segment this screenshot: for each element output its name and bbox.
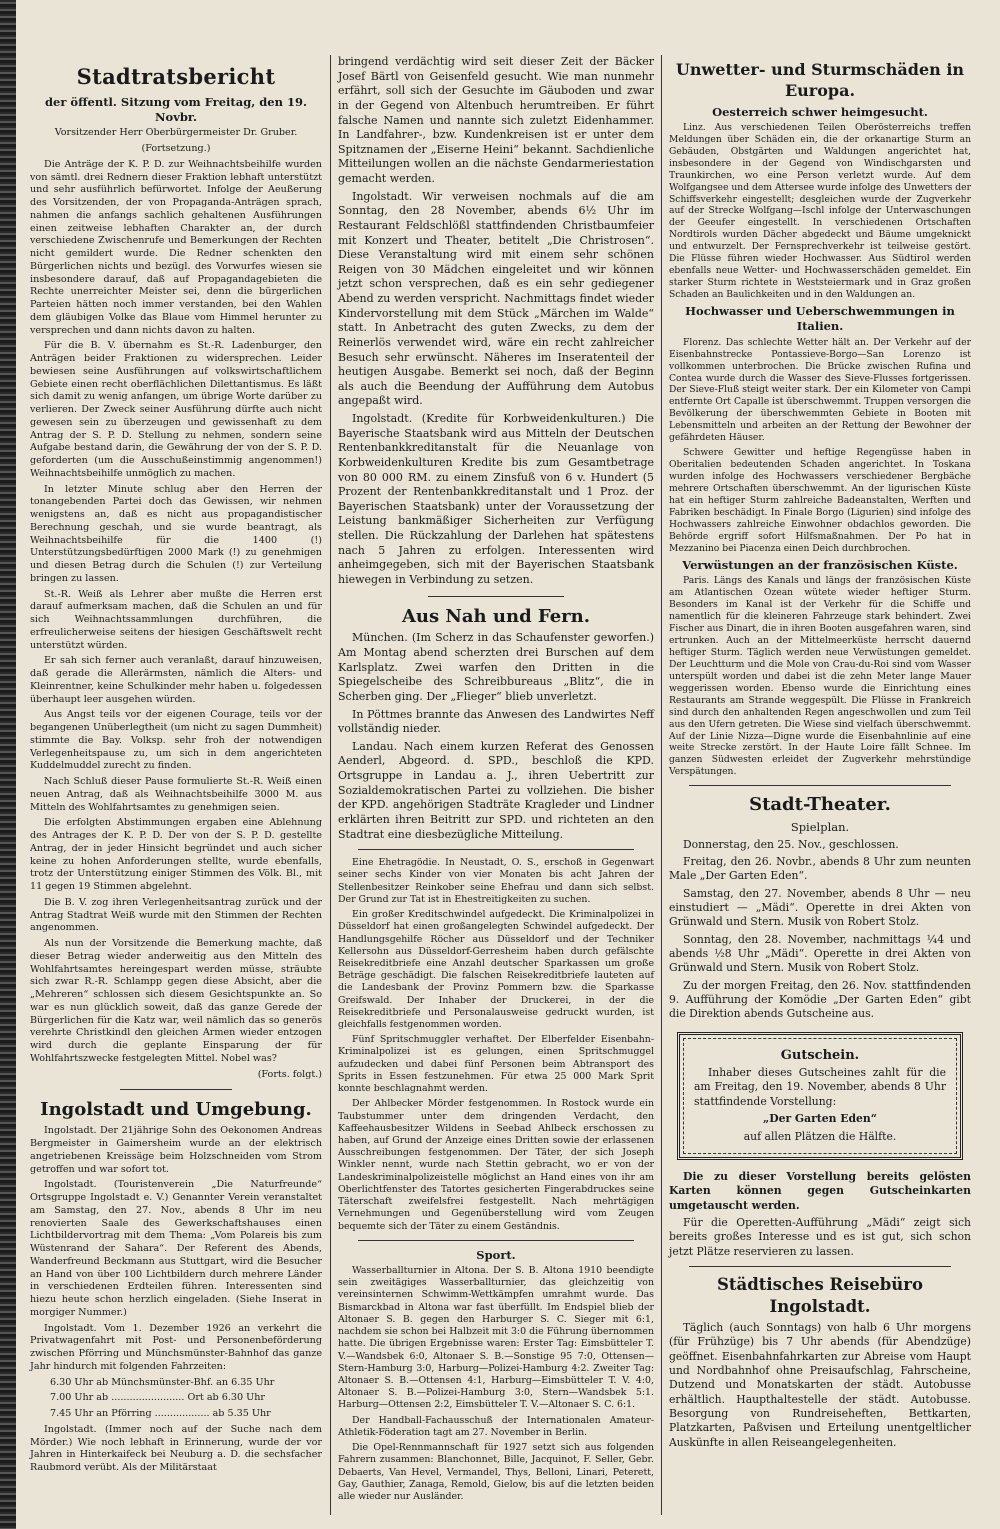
news-item: Eine Ehetragödie. In Neustadt, O. S., erschoß in Gegenwart seiner sechs Kinder von vier Monaten bis acht Jahren der Stellenbesitzer Reinkober seine Ehefrau und dann sich selbst. Der Grund zur Tat ist in Ehestreitigkeiten zu suchen. [338,857,654,905]
continued-note: (Forts. folgt.) [257,1068,322,1080]
headline-reisebuero: Städtisches Reisebüro Ingolstadt. [716,1275,924,1317]
sport-item: Die Opel-Rennmannschaft für 1927 setzt sich aus folgenden Fahrern zusammen: Blanchonnet, Bille, Jacquinot, F. Seller, Gebr. Debaerts, Van Hevel, Vermandel, Thys, Belloni, Linari, Peterett, Gay, Gauthier, Zanaga, Remold, Gielow, bis auf die letzten beiden alle wieder nur Ausländer. [338,1442,654,1502]
gutschein-discount: auf allen Plätzen die Hälfte. [743,1129,897,1143]
news-item: Der Ahlbecker Mörder festgenommen. In Rostock wurde ein Taubstummer unter dem dringenden Verdacht, den Kaffeehausbesitzer Wildens in Seebad Ahlbeck erschossen zu haben, auf Grund der Anzeige eines Dritten sowie der erlassenen Ausschreibungen festgenommen. Der Täter, der sich Joseph Winkler nennt, wurde nach Stettin gebracht, wo er von der Landeskriminalpolizeistelle möglichst an Hand eines von ihr am Oberlichtfenster des Tatortes gesicherten Fingerabdruckes seine Täterschaft zweifelsfrei festgestellt. Nach mehrtägigen Vernehmungen und Gegenüberstellung wird vom Zeugen bequemte sich der Täter zu einem Geständnis. [338,1098,654,1232]
section-divider [689,785,951,786]
theater-notice: Die zu dieser Vorstellung bereits gelösten Karten können gegen Gutscheinkarten umgetauscht werden. [669,1169,971,1212]
gutschein-inner [683,1038,957,1154]
news-item: In Pöttmes brannte das Anwesen des Landwirtes Neff vollständig nieder. [338,707,654,736]
article-paragraph: Ingolstadt. (Kredite für Korbweidenkulturen.) Die Bayerische Staatsbank wird aus Mitteln der Deutschen Rentenbankkreditanstalt für die Neuanlage von Korbweidenkulturen Kredite bis zum Gesamtbetrage von 80 000 RM. zu einem Zinsfuß von 6 v. Hundert (5 Prozent der Rentenbankkreditanstalt und 1 Proz. der Bayerischen Staatsbank) unter der Voraussetzung der Leistung bankmäßiger Sicherheiten zur Verfügung stellen. Die Rückzahlung der Darlehen hat spätestens nach 5 Jahren zu erfolgen. Interessenten wird anheimgegeben, sich mit der Bayerischen Staatsbank hiewegen in Verbindung zu setzen. [338,412,654,586]
column-rule [330,55,331,1515]
news-item: Ingolstadt. (Touristenverein „Die Naturfreunde“ Ortsgruppe Ingolstadt e. V.) Genannter Verein veranstaltet am Samstag, den 27. Nov., abends 8 Uhr im neu renovierten Saale des Gewerkschaftshauses einen Lichtbildervortrag mit dem Thema: „Vom Polareis bis zum Wüstenrand der Sahara“. Der Referent des Abends, Wanderfreund Beckmann aus Stuttgart, wird die Besucher an Hand von über 100 Lichtbildern durch mehrere Länder in verschiedenen Erdteilen führen. Interessenten sind hiezu heute schon herzlich eingeladen. (Siehe Inserat in morgiger Nummer.) [30,1179,322,1318]
gutschein-coupon [677,1032,963,1160]
article-paragraph: Ingolstadt. Wir verweisen nochmals auf die am Sonntag, den 28 November, abends 6½ Uhr im Restaurant Feldschlößl stattfindenden Christbaumfeier mit Konzert und Theater, betitelt „Die Christrosen“. Diese Veranstaltung wird mit einem sehr schönen Reigen von 30 Mädchen eingeleitet und wir können jetzt schon versprechen, daß es ein sehr gediegener Abend zu werden verspricht. Nachmittags findet wieder Kindervorstellung mit dem Stück „Märchen im Walde“ statt. In Anbetracht des guten Zwecks, zu dem der Reinerlös verwendet wird, wäre ein recht zahlreicher Besuch sehr erwünscht. Näheres im Inseratenteil der heutigen Ausgabe. Bemerkt sei noch, daß der Beginn als auch die Beendung der Aufführung dem Autobus angepaßt wird. [338,189,654,408]
article-paragraph: St.-R. Weiß als Lehrer aber mußte die Herren erst darauf aufmerksam machen, daß die Schulen an und für sich Weihnachtssammlungen durchführen, die erfreulicherweise seitens der hiesigen Geschäftswelt recht unterstützt würden. [30,588,322,651]
sport-item: Wasserballturnier in Altona. Der S. B. Altona 1910 beendigte sein zweitägiges Wasserballturnier, das gleichzeitig von vereinsinternen Schwimm-Wettkämpfen umrahmt wurde. Das Bismarckbad in Altona war fast überfüllt. Im Endspiel blieb der Altonaer S. B. gegen den Harburger S. C. Sieger mit 6:1, nachdem sie schon bei Halbzeit mit 3:0 die Führung übernommen hatte. Die übrigen Ergebnisse waren: Erster Tag: Eimsbütteler T. V.—Wandsbek 6:0, Altonaer S. B.—Sonstige 95 7:0, Ottensen—Stern-Hamburg 3:0, Harburg—Polizei-Hamburg 4:2. Zweiter Tag: Altonaer S. B.—Ottensen 4:1, Harburg—Eimsbütteler T. V. 4:0, Altonaer S. B.—Polizei-Hamburg 3:0, Stern—Wandsbek 5:1. Harburg—Ottensen 2:2, Eimsbütteler T. V.—Altonaer S. C. 6:1. [338,1265,654,1411]
schedule-entry: Freitag, den 26. Novbr., abends 8 Uhr zum neunten Male „Der Garten Eden“. [669,854,971,883]
timetable-row: 7.00 Uhr ab ........................ Ort ab 6.30 Uhr [50,1392,265,1404]
news-item: Landau. Nach einem kurzen Referat des Genossen Aenderl, Abgeord. d. SPD., beschloß die KPD. Ortsgruppe in Landau a. J., ihren Uebertritt zur Sozialdemokratischen Partei zu vollziehen. Die bisher der KPD. angehörigen Stadträte Kragleder und Lindner erklärten ihren Beitritt zur SPD. und richteten an den Stadtrat eine diesbezügliche Mitteilung. [338,739,654,841]
column-middle [338,55,654,1506]
theater-notice: Für die Operetten-Aufführung „Mädi“ zeigt sich bereits großes Interesse und es ist gut, sich schon jetzt Plätze reservieren zu lassen. [669,1216,971,1258]
subheadline: Hochwasser und Ueberschwemmungen in Italien. [685,304,955,334]
article-paragraph: Als nun der Vorsitzende die Bemerkung machte, daß dieser Betrag wieder anderweitig aus den Mitteln des Wohlfahrtsamtes hereingespart werden müsse, sträubte sich zwar R.-R. Schlampp gegen diese Absicht, aber die „Mehreren“ schlossen sich diesem Gesichtspunkte an. So war es nun glücklich soweit, daß das ganze Gerede der Bürgerlichen für die Katz war, weil nämlich das so generös verehrte Christkindl den gleichen Armen wieder entzogen wird durch die geplante Einsparung der für Wohlfahrtszwecke festgelegten Mittel. Nobel was? [30,938,322,1064]
subheadline: Verwüstungen an der französischen Küste. [682,557,958,572]
news-item: Paris. Längs des Kanals und längs der französischen Küste am Atlantischen Ozean wütete wieder heftiger Sturm. Besonders im Kanal ist der Verkehr für die Schiffe und namentlich für die kleineren Fahrzeuge stark behindert. Zwei Fischer aus Dinart, die in ihren Booten ausgefahren waren, sind ertrunken. Auch an der Mittelmeerküste herrscht dauernd heftiger Sturm. Täglich werden neue Verwüstungen gemeldet. Der Leuchtturm und die Mole von Crau-du-Roi sind vom Wasser unterspült worden und dabei ist die zehn Meter lange Mauer weggerissen worden. Ebenso wurde die Einrichtung eines Restaurants am Strande weggespült. Die Flüsse in Frankreich sind durch den anhaltenden Regen angeschwollen und zum Teil aus den Ufern getreten. Die Wiese sind vielfach überschwemmt. Auf der Linie Nizza—Digne wurde die Eisenbahnlinie auf eine weite Strecke zerstört. In der Haute Loire fällt Schnee. Im ganzen Südwesten erleidet der Zugverkehr mehrstündige Verspätungen. [669,575,971,778]
news-item: Florenz. Das schlechte Wetter hält an. Der Verkehr auf der Eisenbahnstrecke Pontassieve-Borgo—San Lorenzo ist vollkommen unterbrochen. Die Brücke zwischen Rufina und Contea wurde durch die Wasser des Sieve-Flusses fortgerissen. Der Sieve-Fluß steigt weiter stark. Der ein Kilometer von Campi entfernte Ort Capalle ist überschwemmt. Truppen versorgen die Bevölkerung der überschwemmten Gebiete in Booten mit Lebensmitteln und arbeiten an der Rettung der Bewohner der gefährdeten Häuser. [669,336,971,444]
schedule-entry: Donnerstag, den 25. Nov., geschlossen. [683,837,899,851]
headline-stadt-theater: Stadt-Theater. [749,794,891,816]
article-paragraph: Die erfolgten Abstimmungen ergaben eine Ablehnung des Antrages der K. P. D. Der von der S. P. D. gestellte Antrag, der in jeder Hinsicht begründet und auch sicher keine zu hohen Anforderungen stellte, wurde ebenfalls, trotz der Unterstützung einiger Stimmen des Völk. Bl., mit 11 gegen 19 Stimmen abgelehnt. [30,817,322,893]
column-right [669,55,971,1453]
gutschein-title: Gutschein. [780,1047,860,1063]
timetable-row: 7.45 Uhr an Pförring .................. ab 5.35 Uhr [50,1408,271,1420]
continuation-note: (Fortsetzung.) [141,143,211,155]
headline-stadtratsbericht: Stadtratsbericht [76,64,276,89]
section-divider [358,849,634,850]
headline-unwetter: Unwetter- und Sturmschäden in Europa. [675,60,965,101]
chair-line: Vorsitzender Herr Oberbürgermeister Dr. Gruber. [54,127,298,139]
sport-heading: Sport. [476,1247,516,1262]
headline-ingolstadt: Ingolstadt und Umgebung. [40,1099,312,1121]
article-paragraph: In letzter Minute schlug aber den Herren der tonangebenden Partei doch das Gewissen, wir nehmen wenigstens an, daß es nicht aus propagandistischer Berechnung geschah, und sie wurde beantragt, als Weihnachtsbeihilfe für die 1400 (!) Unterstützungsbedürftigen 2000 Mark (!) zu genehmigen und diesen Betrag durch die Schulen (!) zur Verteilung bringen zu lassen. [30,483,322,584]
section-divider [120,1089,232,1090]
subheadline: der öffentl. Sitzung vom Freitag, den 19. Novbr. [45,94,307,125]
section-divider [358,1240,634,1241]
news-item: Fünf Spritschmuggler verhaftet. Der Elberfelder Eisenbahn-Kriminalpolizei ist es gelungen, einen Spritschmuggel aufzudecken und dabei fünf Personen beim Abtransport des Sprits in Essen festzunehmen. Für etwa 25 000 Mark Sprit konnte beschlagnahmt werden. [338,1034,654,1095]
schedule-entry: Samstag, den 27. November, abends 8 Uhr — neu einstudiert — „Mädi“. Operette in drei Akten von Grünwald und Stern. Musik von Robert Stolz. [669,886,971,929]
subheadline: Oesterreich schwer heimgesucht. [712,104,928,119]
reisebuero-text: Täglich (auch Sonntags) von halb 6 Uhr morgens (für Frühzüge) bis 7 Uhr abends (für Abendzüge) geöffnet. Eisenbahnfahrkarten zur Abreise vom Haupt und Nordbahnhof ohne Preisaufschlag, Fahrscheine, Dutzend und Monatskarten der städt. Autobusse erhältlich. Haupthaltestelle der städt. Autobusse. Besorgung von Rundreiseheften, Bettkarten, Platzkarten, Paßvisen und Erteilung unentgeltlicher Auskünfte in allen Reiseangelegenheiten. [669,1320,971,1449]
gutschein-play: „Der Garten Eden“ [763,1112,877,1126]
section-divider [428,596,564,597]
article-paragraph: Für die B. V. übernahm es St.-R. Ladenburger, den Anträgen beider Fraktionen zu widersprechen. Leider bewiesen seine Ausführungen auf volkswirtschaftlichem Gebiete einen recht oberflächlichen Dilettantismus. Es läßt sich damit zu wenig anfangen, um übrige Worte darüber zu verlieren. Der Zweck seiner Ausführung dürfte auch nicht gewesen sein zu überzeugen und gewissenhaft zu dem Antrag der S. P. D. Stellung zu nehmen, sondern seine Aufgabe bestand darin, die Gewährung der von der S. P. D. geforderten (um die Ausschußeinstimmig angenommen!) Weihnachtsbeihilfe unmöglich zu machen. [30,340,322,479]
gutschein-text: Inhaber dieses Gutscheines zahlt für die am Freitag, den 19. November, abends 8 Uhr stattfindende Vorstellung: [694,1066,946,1108]
article-paragraph: bringend verdächtig wird seit dieser Zeit der Bäcker Josef Bärtl von Geisenfeld gesucht. Wie man nunmehr erfährt, soll sich der Gesuchte im Gäuboden und zwar in der Gegend von Altenbuch herumtreiben. Er führt falsche Namen und nannte sich zuletzt Eidenhammer. In Landfahrer-, bzw. Kundenkreisen ist er unter dem Spitznamen der „Eiserne Heini“ bekannt. Sachdienliche Mitteilungen wollen an die nächste Gendarmeriestation gemacht werden. [338,55,654,185]
news-item: Schwere Gewitter und heftige Regengüsse haben in Oberitalien bedeutenden Schaden angerichtet. In Toskana wurden infolge des Hochwassers verschiedener Bergbäche mehrere Ortschaften überschwemmt. An der ligurischen Küste hat ein heftiger Sturm zahlreiche Badeanstalten, Werften und Fabriken beschädigt. In Finale Borgo (Ligurien) sind infolge des Hochwassers zahlreiche Einwohner obdachlos geworden. Die Behörde ergriff sofort Hilfsmaßnahmen. Der Po hat in Mezzanino bei Piacenza einen Deich durchbrochen. [669,447,971,554]
article-paragraph: Nach Schluß dieser Pause formulierte St.-R. Weiß einen neuen Antrag, daß als Weihnachtsbeihilfe 3000 M. aus Mitteln des Wohlfahrtsamtes zu genehmigen seien. [30,776,322,813]
news-item: Linz. Aus verschiedenen Teilen Oberösterreichs treffen Meldungen über Schäden ein, die der orkanartige Sturm an Gebäuden, Obstgärten und Waldungen angerichtet hat, insbesondere in der Gegend von Windischgarsten und Traunkirchen, wo eine Person verletzt wurde. Auf dem Wolfgangsee und dem Attersee wurde infolge des Unwetters der Schiffsverkehr eingestellt; desgleichen wurde der Zugverkehr auf der Strecke Wolfgang—Ischl infolge der Unterwaschungen der Geeufer eingestellt. In verschiedenen Ortschaften Nordtirols wurden Dächer abgedeckt und Bäume umgeknickt und entwurzelt. Der Fernsprechverkehr ist teilweise gestört. Die Flüsse führen wieder Hochwasser. Aus Südtirol werden ebenfalls neue Wetter- und Hochwasserschäden gemeldet. Ein starker Sturm richtete in Weststeiermark und in Graz großen Schaden an Baulichkeiten und in den Waldungen an. [669,121,971,301]
scan-edge [0,0,16,1529]
schedule-entry: Sonntag, den 28. November, nachmittags ¼4 und abends ½8 Uhr „Mädi“. Operette in drei Akten von Grünwald und Stern. Musik von Robert Stolz. [669,932,971,975]
spielplan-label: Spielplan. [790,820,850,835]
headline-aus-nah-und-fern: Aus Nah und Fern. [401,605,591,627]
article-paragraph: Er sah sich ferner auch veranlaßt, darauf hinzuweisen, daß gerade die Allerärmsten, nämlich die Alters- und Kleinrentner, keine Schulkinder mehr haben u. folgedessen überhaupt leer ausgehen würden. [30,655,322,705]
news-item: Ingolstadt. Der 21jährige Sohn des Oekonomen Andreas Bergmeister in Gaimersheim wurde an der elektrisch angetriebenen Kreissäge beim Holzschneiden vom Strom getroffen und war sofort tot. [30,1125,322,1175]
news-item: Ingolstadt. (Immer noch auf der Suche nach dem Mörder.) Wie noch lebhaft in Erinnerung, wurde der vor Jahren in Hinterkaifeck bei Neuburg a. D. die sechsfacher Raubmord verübt. Als der Militärstaat [30,1423,322,1474]
column-left [30,55,322,1478]
sport-item: Der Handball-Fachausschuß der Internationalen Amateur-Athletik-Föderation tagt am 27. November in Berlin. [338,1414,654,1438]
column-rule [661,55,662,1515]
article-paragraph: Aus Angst teils vor der eigenen Courage, teils vor der begangenen Unüberlegtheit (um nicht zu sagen Dummheit) stimmte die Bay. Volksp. sehr froh der notwendigen Verlegenheitspause zu, um sich in dem angerichteten Kuddelmuddel zurecht zu finden. [30,709,322,772]
timetable-row: 6.30 Uhr ab Münchsmünster-Bhf. an 6.35 Uhr [50,1376,275,1388]
article-paragraph: Die B. V. zog ihren Verlegenheitsantrag zurück und der Antrag Stadtrat Weiß wurde mit den Stimmen der Rechten angenommen. [30,896,322,934]
section-divider [689,1266,951,1267]
theater-notice: Zu der morgen Freitag, den 26. Nov. stattfindenden 9. Aufführung der Komödie „Der Garten Eden“ gibt die Direktion abends Gutscheine aus. [669,978,971,1021]
news-item: Ein großer Kreditschwindel aufgedeckt. Die Kriminalpolizei in Düsseldorf hat einen großangelegten Schwindel aufgedeckt. Der Handlungsgehilfe Röcher aus Düsseldorf und der Techniker Kellersohn aus Düsseldorf-Gerresheim haben durch gefälschte Reisekreditbriefe eine Anzahl deutscher Sparkassen um große Beträge geschädigt. Die falschen Reisekreditbriefe lauteten auf die Landesbank der Provinz Pommern bzw. die Sparkasse Greifswald. Der Inhaber der Druckerei, in der die Reisekreditbriefe und Personalausweise gedruckt wurden, ist gleichfalls festgenommen worden. [338,909,654,1031]
news-item: München. (Im Scherz in das Schaufenster geworfen.) Am Montag abend scherzten drei Burschen auf dem Karlsplatz. Zwei warfen den Dritten in die Spiegelscheibe des Schreibbureaus „Blitz“, die in Scherben ging. Der „Flieger“ blieb unverletzt. [338,631,654,703]
news-item: Ingolstadt. Vom 1. Dezember 1926 an verkehrt die Privatwagenfahrt mit Post- und Personenbeförderung zwischen Pförring und Münchsmünster-Bahnhof das ganze Jahr hindurch mit folgenden Fahrzeiten: [30,1322,322,1372]
article-paragraph: Die Anträge der K. P. D. zur Weihnachtsbeihilfe wurden von sämtl. drei Rednern dieser Fraktion lebhaft unterstützt und sehr ausführlich befürwortet. Infolge der Aeußerung des Vorsitzenden, der von Propaganda-Anträgen sprach, nahmen die anfangs sachlich gehaltenen Ausführungen einen zeitweise lebhaften Charakter an, der durch verschiedene Zwischenrufe und Bemerkungen der Rechten nicht gemildert wurde. Die Redner schenkten den Bürgerlichen nichts und bezügl. des Vorwurfes wiesen sie insbesondere darauf, daß auf Propagandagebieten die Rechte unerreichter Meister sei, denn die bürgerlichen Parteien hätten noch immer verstanden, bei den Wahlen dem gläubigen Volke das Blaue vom Himmel herunter zu versprechen und dann nichts davon zu halten. [30,158,322,336]
